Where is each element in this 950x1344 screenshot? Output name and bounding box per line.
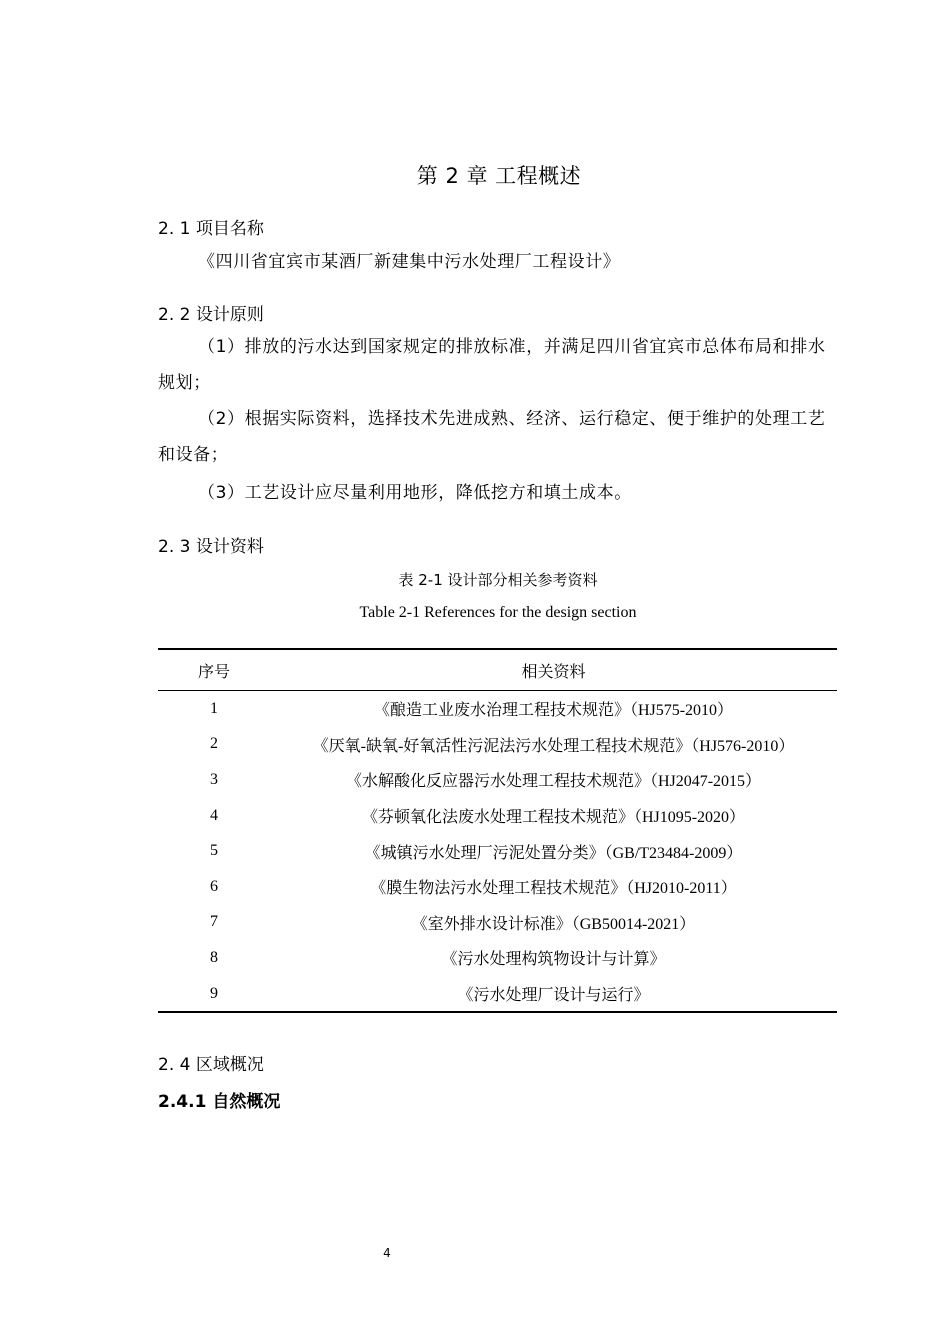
- section-heading-2-1: 2. 1 项目名称: [158, 219, 264, 239]
- table-caption-cn: 表 2-1 设计部分相关参考资料: [398, 571, 598, 589]
- table-row: [158, 940, 837, 976]
- row-reference: 《水解酸化反应器污水处理工程技术规范》（HJ2047-2015）: [345, 773, 762, 791]
- row-index: 5: [210, 842, 218, 860]
- table-row: [158, 869, 837, 905]
- row-index: 4: [210, 806, 218, 824]
- table-row: [158, 905, 837, 941]
- row-reference: 《城镇污水处理厂污泥处置分类》（GB/T23484-2009）: [364, 844, 743, 862]
- table-row: [158, 833, 837, 869]
- principle-2: （2）根据实际资料，选择技术先进成熟、经济、运行稳定、便于维护的处理工艺和设备；: [158, 409, 826, 465]
- section-heading-2-3: 2. 3 设计资料: [158, 537, 264, 557]
- row-index: 9: [158, 976, 270, 1013]
- table-row: [158, 762, 837, 798]
- principle-1: （1）排放的污水达到国家规定的排放标准，并满足四川省宜宾市总体布局和排水规划；: [158, 337, 826, 393]
- principle-3: （3）工艺设计应尽量利用地形，降低挖方和填土成本。: [198, 483, 632, 503]
- row-reference: 《芬顿氧化法废水处理工程技术规范》（HJ1095-2020）: [361, 809, 746, 827]
- project-name: 《四川省宜宾市某酒厂新建集中污水处理厂工程设计》: [198, 252, 621, 272]
- references-table: [158, 648, 837, 1013]
- chapter-title: 第 2 章 工程概述: [416, 164, 582, 188]
- row-index: 7: [210, 913, 218, 931]
- header-index: 序号: [158, 649, 270, 691]
- row-reference: 《酿造工业废水治理工程技术规范》（HJ575-2010）: [373, 702, 734, 720]
- row-reference: 《膜生物法污水处理工程技术规范》（HJ2010-2011）: [370, 880, 737, 898]
- row-reference: 《污水处理厂设计与运行》: [270, 976, 837, 1013]
- header-reference: 相关资料: [270, 649, 837, 691]
- row-reference: 《厌氧-缺氧-好氧活性污泥法污水处理工程技术规范》（HJ576-2010）: [312, 737, 795, 755]
- section-heading-2-4: 2. 4 区域概况: [158, 1055, 264, 1075]
- row-index: 2: [210, 735, 218, 753]
- table-row: [158, 976, 837, 1013]
- row-index: 8: [210, 948, 218, 966]
- subsection-heading-2-4-1: 2.4.1 自然概况: [158, 1092, 281, 1112]
- row-reference: 《室外排水设计标准》（GB50014-2021）: [411, 915, 696, 933]
- table-row: [158, 691, 837, 727]
- table-row: [158, 727, 837, 763]
- table-header-row: [158, 649, 837, 691]
- table-caption-en: Table 2-1 References for the design section: [359, 604, 637, 621]
- table-row: [158, 798, 837, 834]
- row-index: 3: [210, 770, 218, 788]
- page-number: 4: [383, 1246, 391, 1260]
- row-index: 1: [210, 699, 218, 717]
- row-index: 6: [210, 877, 218, 895]
- row-reference: 《污水处理构筑物设计与计算》: [441, 951, 666, 969]
- section-heading-2-2: 2. 2 设计原则: [158, 305, 264, 325]
